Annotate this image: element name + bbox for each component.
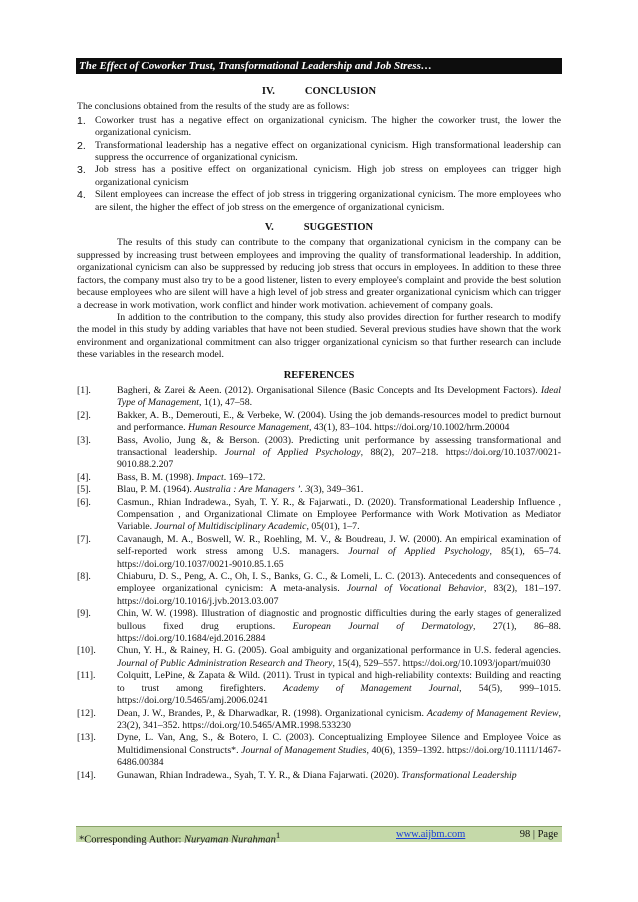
reference-text: Bakker, A. B., Demerouti, E., & Verbeke, W. (2004). Using the job demands-resources model to predict burnout and performance.	[117, 409, 561, 434]
reference-item	[77, 670, 561, 707]
conclusion-item-text: Transformational leadership has a negative effect on organizational cynicism. High transformational leadership can suppress the occurrence of organizational cynicism.	[95, 139, 561, 164]
conclusion-item	[77, 115, 561, 140]
journal-link[interactable]: www.aijbm.com	[396, 829, 466, 840]
conclusion-item	[77, 164, 561, 189]
reference-details: , 23(2), 341–352. https://doi.org/10.5465/AMR.1998.533230	[117, 707, 561, 731]
reference-list	[77, 385, 561, 782]
reference-journal: Impact	[196, 471, 224, 483]
reference-item	[77, 770, 561, 782]
reference-number: [11].	[77, 670, 96, 682]
reference-number: [4].	[77, 471, 91, 483]
reference-item	[77, 534, 561, 571]
reference-journal: Journal of Vocational Behavior	[346, 583, 484, 595]
reference-text: Blau, P. M. (1964).	[117, 484, 195, 496]
reference-item	[77, 410, 561, 435]
reference-item	[77, 732, 561, 769]
references-heading: REFERENCES	[283, 369, 355, 381]
reference-number: [10].	[77, 645, 96, 657]
reference-journal: Journal of Multidisciplinary Academic	[154, 521, 307, 533]
reference-journal: Journal of Applied Psychology	[224, 446, 361, 458]
reference-details: . 169–172.	[223, 471, 266, 483]
reference-item	[77, 497, 561, 534]
reference-details: , 27(1), 86–88. https://doi.org/10.1684/ejd.2016.2884	[117, 620, 561, 645]
reference-text: Colquitt, LePine, & Zapata & Wild. (2011). Trust in typical and high-reliability contexts: Building and reacting to trust among firefighters.	[117, 670, 561, 694]
conclusion-item	[77, 140, 561, 165]
running-header-title: The Effect of Coworker Trust, Transformational Leadership and Job Stress…	[79, 60, 432, 72]
reference-item	[77, 645, 561, 670]
suggestion-title: SUGGESTION	[303, 222, 374, 234]
reference-text: Dean, J. W., Brandes, P., & Dharwadkar, R. (1998). Organizational cynicism.	[117, 707, 427, 719]
reference-number: [3].	[77, 434, 91, 446]
reference-text: Dyne, L. Van, Ang, S., & Botero, I. C. (2003). Conceptualizing Employee Silence and Employee Voice as Multidimensional Constructs*.	[117, 732, 561, 756]
reference-number: [8].	[77, 571, 91, 583]
reference-journal: Academy of Management Journal	[282, 682, 460, 694]
conclusion-item-number: 4.	[77, 189, 86, 202]
reference-number: [5].	[77, 484, 91, 496]
reference-journal: Transformational Leadership	[401, 769, 517, 781]
corresponding-author	[79, 827, 280, 849]
page-number: 98 | Page	[519, 829, 558, 840]
conclusion-item-number: 3.	[77, 164, 86, 177]
reference-item	[77, 571, 561, 608]
reference-number: [1].	[77, 384, 91, 396]
reference-number: [14].	[77, 769, 96, 781]
reference-item	[77, 472, 561, 484]
reference-number: [12].	[77, 707, 96, 719]
reference-item	[77, 608, 561, 645]
reference-text: Cavanaugh, M. A., Boswell, W. R., Roehling, M. V., & Boudreau, J. W. (2000). An empirical examination of self-reported work stress among U.S. managers.	[117, 533, 561, 558]
reference-details: , 43(1), 83–104. https://doi.org/10.1002/hrm.20004	[308, 422, 510, 434]
reference-text: Bass, B. M. (1998).	[117, 471, 197, 483]
reference-details: , 85(1), 65–74. https://doi.org/10.1037/0021-9010.85.1.65	[117, 546, 562, 570]
reference-item	[77, 435, 561, 472]
reference-item	[77, 385, 561, 410]
reference-number: [13].	[77, 732, 96, 744]
reference-text: Chiaburu, D. S., Peng, A. C., Oh, I. S., Banks, G. C., & Lomeli, L. C. (2013). Antecedents and consequences of employee organizational cynicism: A meta-analysis.	[117, 571, 561, 595]
reference-journal: Journal of Applied Psychology	[348, 546, 490, 558]
suggestion-heading	[77, 222, 561, 234]
reference-journal: Ideal Type of Management	[117, 384, 561, 409]
reference-number: [9].	[77, 608, 91, 620]
conclusion-item-number: 1.	[77, 114, 86, 127]
suggestion-paragraph: The results of this study can contribute to the company that organizational cynicism in the company can be suppressed by increasing trust between employees and improving the quality of transformational leadership. In addition, organizational cynicism can also be suppressed by reducing job stress that occurs in employees. In addition to these three factors, the company must also try to be a good listener, listen to every employee's complaint and provide the best solution because employees who are silent will have a high level of job stress and greater organizational cynicism which can trigger a decrease in work motivation, work conflict and hinder work motivation. achievement of company goals.	[77, 237, 561, 311]
reference-journal: Journal of Management Studies	[241, 744, 367, 756]
reference-details: , 83(2), 181–197. https://doi.org/10.1016/j.jvb.2013.03.007	[117, 583, 561, 607]
conclusion-item-text: Job stress has a positive effect on organizational cynicism. High job stress on employees can trigger high organizational cynicism	[95, 164, 561, 188]
reference-item	[77, 708, 561, 733]
reference-journal: Journal of Public Administration Research and Theory	[117, 657, 333, 669]
suggestion-paragraph: In addition to the contribution to the company, this study also provides direction for further research to modify the model in this study by adding variables that have not been studied. Several previous studies have shown that the work environment and organizational commitment can also trigger organizational cynicism so that further research can include these variables in the research model.	[77, 311, 561, 361]
author-name: Nuryaman Nurahman	[184, 834, 276, 846]
conclusion-intro: The conclusions obtained from the results of the study are as follows:	[77, 101, 350, 113]
conclusion-list	[77, 115, 561, 214]
conclusion-title: CONCLUSION	[304, 86, 377, 97]
reference-text: Bass, Avolio, Jung &, & Berson. (2003). Predicting unit performance by assessing transformational and transactional leadership.	[117, 434, 561, 458]
reference-text: Gunawan, Rhian Indradewa., Syah, T. Y. R., & Diana Fajarwati. (2020).	[117, 769, 402, 781]
reference-text: Chin, W. W. (1998). Illustration of diagnostic and prognostic difficulties during the early stages of generalized bullous fixed drug eruptions.	[117, 608, 561, 632]
conclusion-number: IV.	[261, 86, 275, 97]
reference-details: , 40(6), 1359–1392. https://doi.org/10.1111/1467-6486.00384	[117, 744, 561, 769]
reference-details: (3), 349–361.	[310, 484, 364, 496]
reference-details: , 88(2), 207–218. https://doi.org/10.1037/0021-9010.88.2.207	[117, 446, 561, 471]
reference-details: , 54(5), 999–1015. https://doi.org/10.5465/amj.2006.0241	[117, 682, 561, 707]
running-header	[76, 58, 562, 74]
conclusion-item-text: Silent employees can increase the effect of job stress in triggering organizational cynicism. The more employees who are silent, the higher the effect of job stress on the emergence of organizational cynicism.	[95, 189, 561, 213]
suggestion-number: V.	[264, 222, 274, 234]
reference-text: Bagheri, & Zarei & Aeen. (2012). Organisational Silence (Basic Concepts and Its Development Factors).	[117, 384, 541, 396]
reference-details: , 15(4), 529–557. https://doi.org/10.1093/jopart/mui030	[332, 657, 551, 669]
reference-number: [2].	[77, 409, 91, 421]
reference-number: [6].	[77, 496, 91, 508]
reference-item	[77, 484, 561, 496]
page-content	[77, 86, 561, 782]
reference-text: Casmun., Rhian Indradewa., Syah, T. Y. R., & Fajarwati., D. (2020). Transformational Leadership Influence , Compensation , and Organizational Climate on Employee Performance with Work Motivation as Mediator Variable.	[117, 496, 561, 533]
reference-details: , 05(01), 1–7.	[306, 521, 360, 533]
corresponding-author-label: *Corresponding Author:	[79, 834, 184, 846]
reference-details: , 1(1), 47–58.	[198, 397, 253, 409]
reference-journal: Australia : Are Managers ’. 3	[194, 484, 311, 496]
author-affiliation: 1	[275, 830, 281, 840]
reference-number: [7].	[77, 533, 91, 545]
reference-journal: European Journal of Dermatology	[292, 620, 474, 632]
reference-text: Chun, Y. H., & Rainey, H. G. (2005). Goal ambiguity and organizational performance in U.S. federal agencies.	[117, 645, 561, 657]
conclusion-item	[77, 189, 561, 214]
reference-journal: Human Resource Management	[188, 422, 309, 434]
reference-journal: Academy of Management Review	[426, 707, 559, 719]
conclusion-heading	[77, 86, 561, 98]
conclusion-item-number: 2.	[77, 139, 86, 152]
page-footer	[76, 826, 562, 846]
conclusion-item-text: Coworker trust has a negative effect on organizational cynicism. The higher the coworker trust, the lower the organizational cynicism.	[95, 114, 561, 139]
